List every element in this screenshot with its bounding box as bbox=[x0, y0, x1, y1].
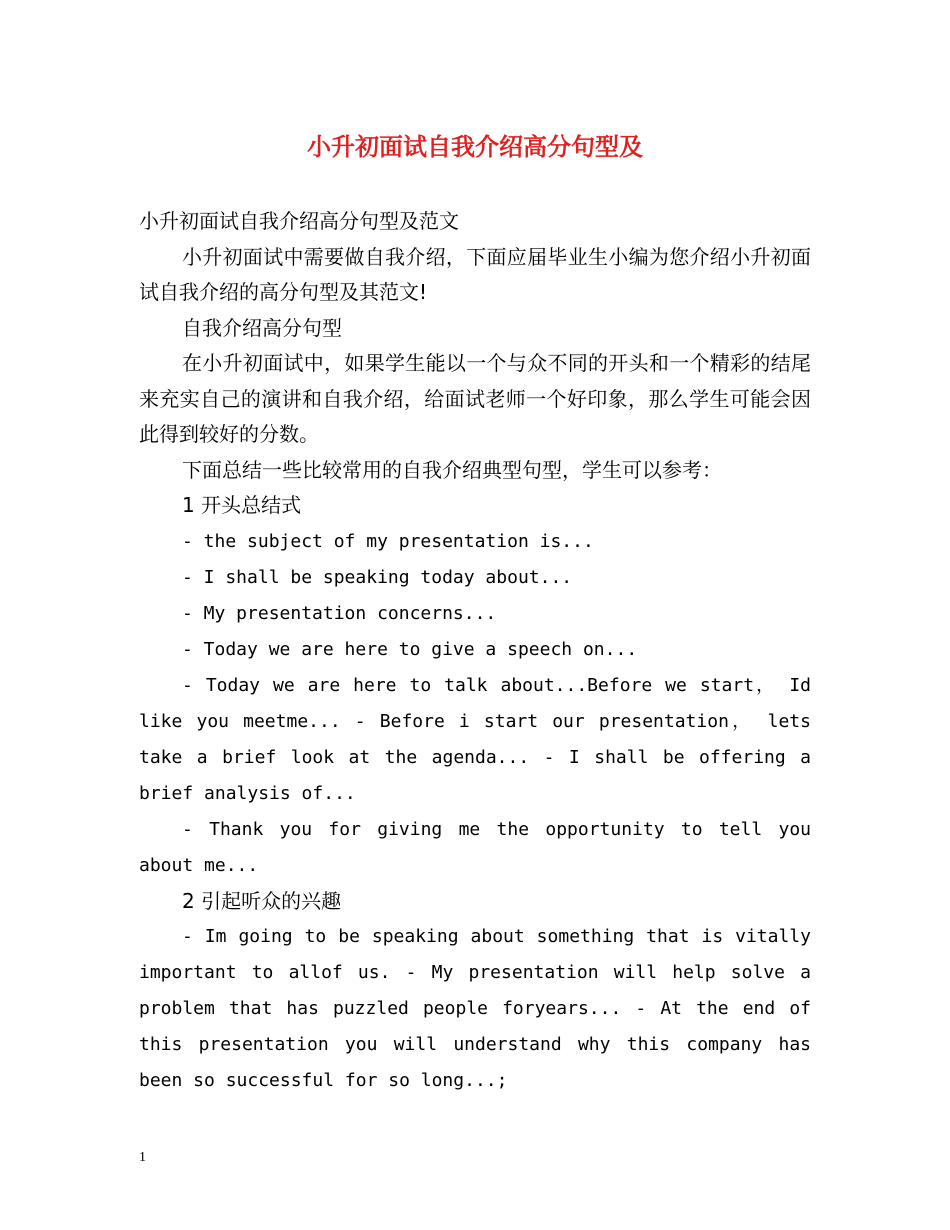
paragraph-description: 在小升初面试中，如果学生能以一个与众不同的开头和一个精彩的结尾来充实自己的演讲和自我介绍，给面试老师一个好印象，那么学生可能会因此得到较好的分数。 bbox=[139, 351, 811, 446]
english-paragraph: - Im going to be speaking about something that is vitally important to allof us. - My presentation will help solve a problem that has puzzled people foryears... - At the end of this presentation you will understand why this company has been so successful for so long...; bbox=[139, 926, 811, 1091]
english-sentence: - Today we are here to give a speech on... bbox=[182, 638, 638, 660]
document-body bbox=[139, 204, 811, 1099]
english-paragraph: - Thank you for giving me the opportunity to tell you about me... bbox=[139, 818, 811, 876]
paragraph-summary: 下面总结一些比较常用的自我介绍典型句型，学生可以参考： bbox=[182, 457, 722, 482]
section-heading-opening: 1 开头总结式 bbox=[182, 493, 302, 517]
english-sentence: - the subject of my presentation is... bbox=[182, 530, 594, 552]
section-heading-interest: 2 引起听众的兴趣 bbox=[182, 888, 342, 913]
page-number: 1 bbox=[139, 1150, 146, 1165]
paragraph-intro: 小升初面试中需要做自我介绍，下面应届毕业生小编为您介绍小升初面试自我介绍的高分句型及其范文! bbox=[139, 244, 811, 304]
paragraph-subtitle: 小升初面试自我介绍高分句型及范文 bbox=[139, 209, 459, 233]
english-sentence: - I shall be speaking today about... bbox=[182, 566, 573, 588]
english-sentence: - My presentation concerns... bbox=[182, 602, 497, 624]
paragraph-heading: 自我介绍高分句型 bbox=[182, 315, 342, 340]
document-title: 小升初面试自我介绍高分句型及 bbox=[307, 133, 643, 161]
english-paragraph: - Today we are here to talk about...Before we start， Id like you meetme... - Before i start our presentation， lets take a brief look at the agenda... - I shall be offering a brief analysis of... bbox=[139, 674, 811, 804]
